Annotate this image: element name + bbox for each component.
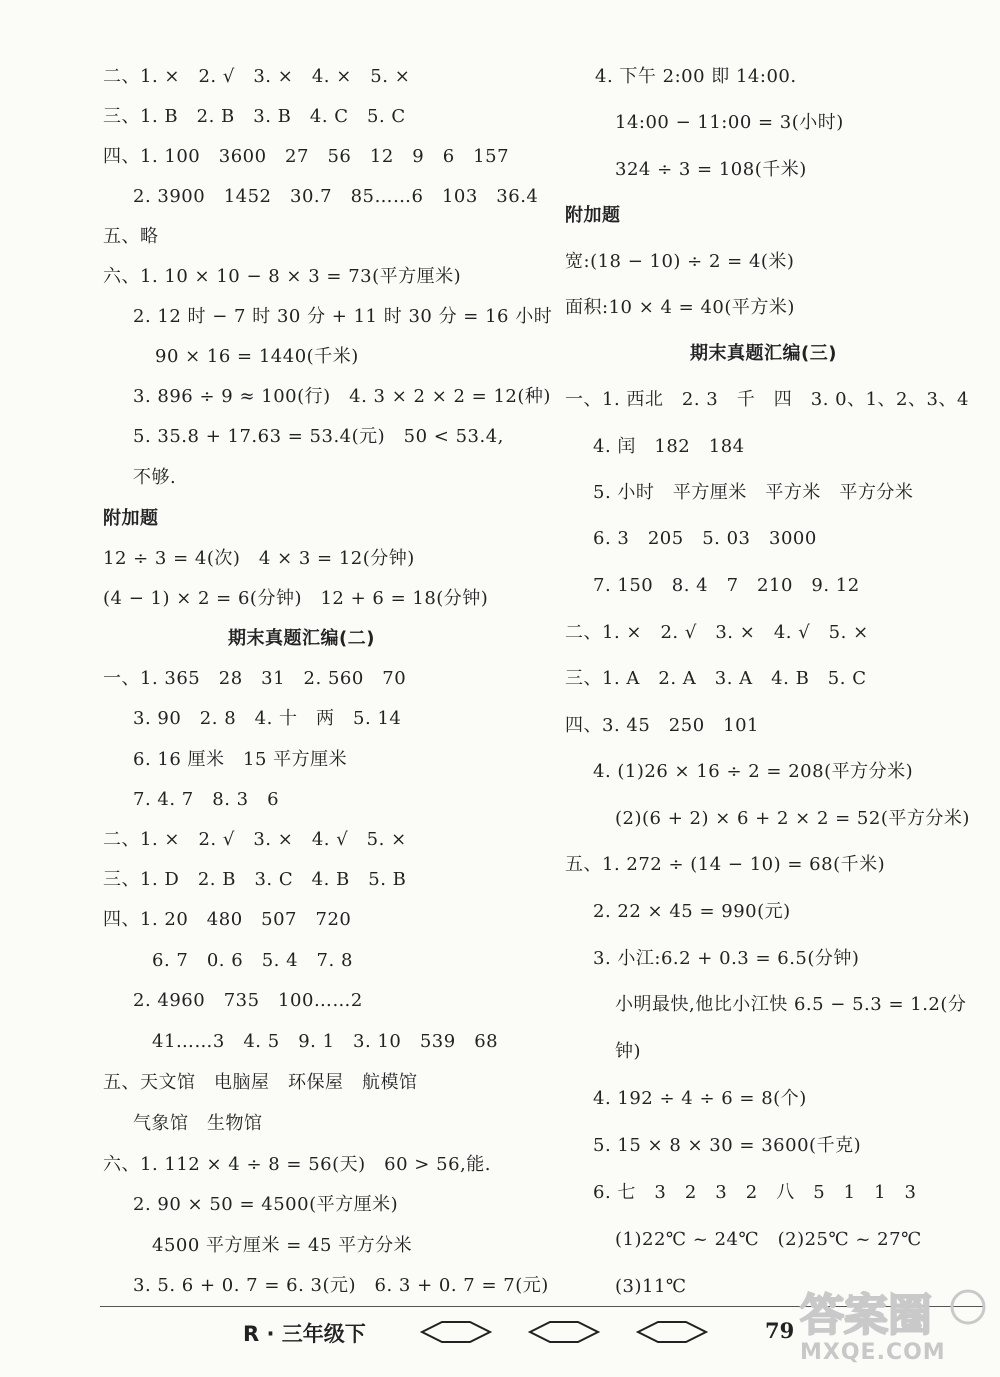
answer-line: 小明最快,他比小江快 6.5 − 5.3 = 1.2(分: [615, 994, 967, 1015]
answer-line: 5. 35.8 + 17.63 = 53.4(元) 50 < 53.4,: [133, 426, 504, 447]
answer-line: 二、1. × 2. √ 3. × 4. × 5. ×: [103, 66, 411, 87]
answer-line: (4 − 1) × 2 = 6(分钟) 12 + 6 = 18(分钟): [103, 588, 489, 609]
answer-line: 一、1. 365 28 31 2. 560 70: [103, 668, 407, 689]
answer-line: 6. 七 3 2 3 2 八 5 1 1 3: [593, 1182, 917, 1203]
diamond-ornament-icon: [636, 1320, 708, 1344]
answer-line: 钟): [615, 1041, 642, 1062]
answer-line: 六、1. 10 × 10 − 8 × 3 = 73(平方厘米): [103, 266, 462, 287]
answer-line: 宽:(18 − 10) ÷ 2 = 4(米): [565, 251, 795, 272]
answer-line: 二、1. × 2. √ 3. × 4. √ 5. ×: [103, 829, 407, 850]
answer-line: 7. 4. 7 8. 3 6: [133, 789, 280, 810]
diamond-ornament-icon: [420, 1320, 492, 1344]
answer-line: (1)22℃ ~ 24℃ (2)25℃ ~ 27℃: [615, 1229, 922, 1250]
answer-line: 4500 平方厘米 = 45 平方分米: [152, 1235, 413, 1256]
section-title-3: 期末真题汇编(三): [690, 343, 837, 364]
answer-line: 五、1. 272 ÷ (14 − 10) = 68(千米): [565, 854, 886, 875]
answer-line: 5. 15 × 8 × 30 = 3600(千克): [593, 1135, 862, 1156]
answer-line: 四、1. 20 480 507 720: [103, 909, 352, 930]
answer-line: 4. 下午 2:00 即 14:00.: [595, 66, 797, 87]
answer-line: 一、1. 西北 2. 3 千 四 3. 0、1、2、3、4: [565, 389, 969, 410]
answer-line: 五、略: [103, 226, 159, 247]
answer-line: 41……3 4. 5 9. 1 3. 10 539 68: [152, 1031, 499, 1052]
answer-line: 7. 150 8. 4 7 210 9. 12: [593, 575, 860, 596]
answer-line: 2. 90 × 50 = 4500(平方厘米): [133, 1194, 399, 1215]
answer-line: 三、1. B 2. B 3. B 4. C 5. C: [103, 106, 406, 127]
answer-line: 三、1. A 2. A 3. A 4. B 5. C: [565, 668, 867, 689]
answer-line: (2)(6 + 2) × 6 + 2 × 2 = 52(平方分米): [615, 808, 970, 829]
answer-line: 3. 5. 6 + 0. 7 = 6. 3(元) 6. 3 + 0. 7 = 7(元): [133, 1275, 549, 1296]
answer-line: 三、1. D 2. B 3. C 4. B 5. B: [103, 869, 407, 890]
answer-line: 不够.: [133, 467, 177, 488]
answer-line: 324 ÷ 3 = 108(千米): [615, 159, 807, 180]
answer-line: 3. 90 2. 8 4. 十 两 5. 14: [133, 708, 402, 729]
answer-line: 4. (1)26 × 16 ÷ 2 = 208(平方分米): [593, 761, 914, 782]
answer-line: 4. 192 ÷ 4 ÷ 6 = 8(个): [593, 1088, 807, 1109]
answer-line: 6. 16 厘米 15 平方厘米: [133, 749, 348, 770]
answer-line: 6. 7 0. 6 5. 4 7. 8: [152, 950, 353, 971]
answer-line: 6. 3 205 5. 03 3000: [593, 528, 817, 549]
answer-line: 四、1. 100 3600 27 56 12 9 6 157: [103, 146, 510, 167]
answer-line: 4. 闰 182 184: [593, 436, 745, 457]
answer-line: 12 ÷ 3 = 4(次) 4 × 3 = 12(分钟): [103, 548, 415, 569]
answer-line: 2. 12 时 − 7 时 30 分 + 11 时 30 分 = 16 小时: [133, 306, 553, 327]
answer-line: 面积:10 × 4 = 40(平方米): [565, 297, 795, 318]
answer-line: (3)11℃: [615, 1276, 687, 1297]
answer-line: 二、1. × 2. √ 3. × 4. √ 5. ×: [565, 622, 869, 643]
answer-line: 六、1. 112 × 4 ÷ 8 = 56(天) 60 > 56,能.: [103, 1154, 491, 1175]
answer-line: 2. 4960 735 100……2: [133, 990, 363, 1011]
answer-line: 2. 3900 1452 30.7 85……6 103 36.4: [133, 186, 539, 207]
watermark-url: MXQE.COM: [800, 1340, 946, 1365]
answer-line: 气象馆 生物馆: [133, 1113, 263, 1134]
section-heading-extra: 附加题: [565, 205, 621, 226]
answer-line: 五、天文馆 电脑屋 环保屋 航模馆: [103, 1072, 418, 1093]
footer-grade-label: R · 三年级下: [243, 1322, 366, 1346]
watermark-logo-text: 答案圈: [800, 1290, 932, 1341]
answer-line: 2. 22 × 45 = 990(元): [593, 901, 791, 922]
answer-line: 3. 小江:6.2 + 0.3 = 6.5(分钟): [593, 948, 860, 969]
page-number: 79: [765, 1318, 795, 1343]
diamond-ornament-icon: [528, 1320, 600, 1344]
answer-line: 14:00 − 11:00 = 3(小时): [615, 112, 844, 133]
section-title-2: 期末真题汇编(二): [228, 628, 375, 649]
answer-line: 四、3. 45 250 101: [565, 715, 760, 736]
answer-line: 90 × 16 = 1440(千米): [155, 346, 359, 367]
answer-line: 3. 896 ÷ 9 ≈ 100(行) 4. 3 × 2 × 2 = 12(种): [133, 386, 551, 407]
section-heading-extra: 附加题: [103, 508, 159, 529]
answer-line: 5. 小时 平方厘米 平方米 平方分米: [593, 482, 914, 503]
